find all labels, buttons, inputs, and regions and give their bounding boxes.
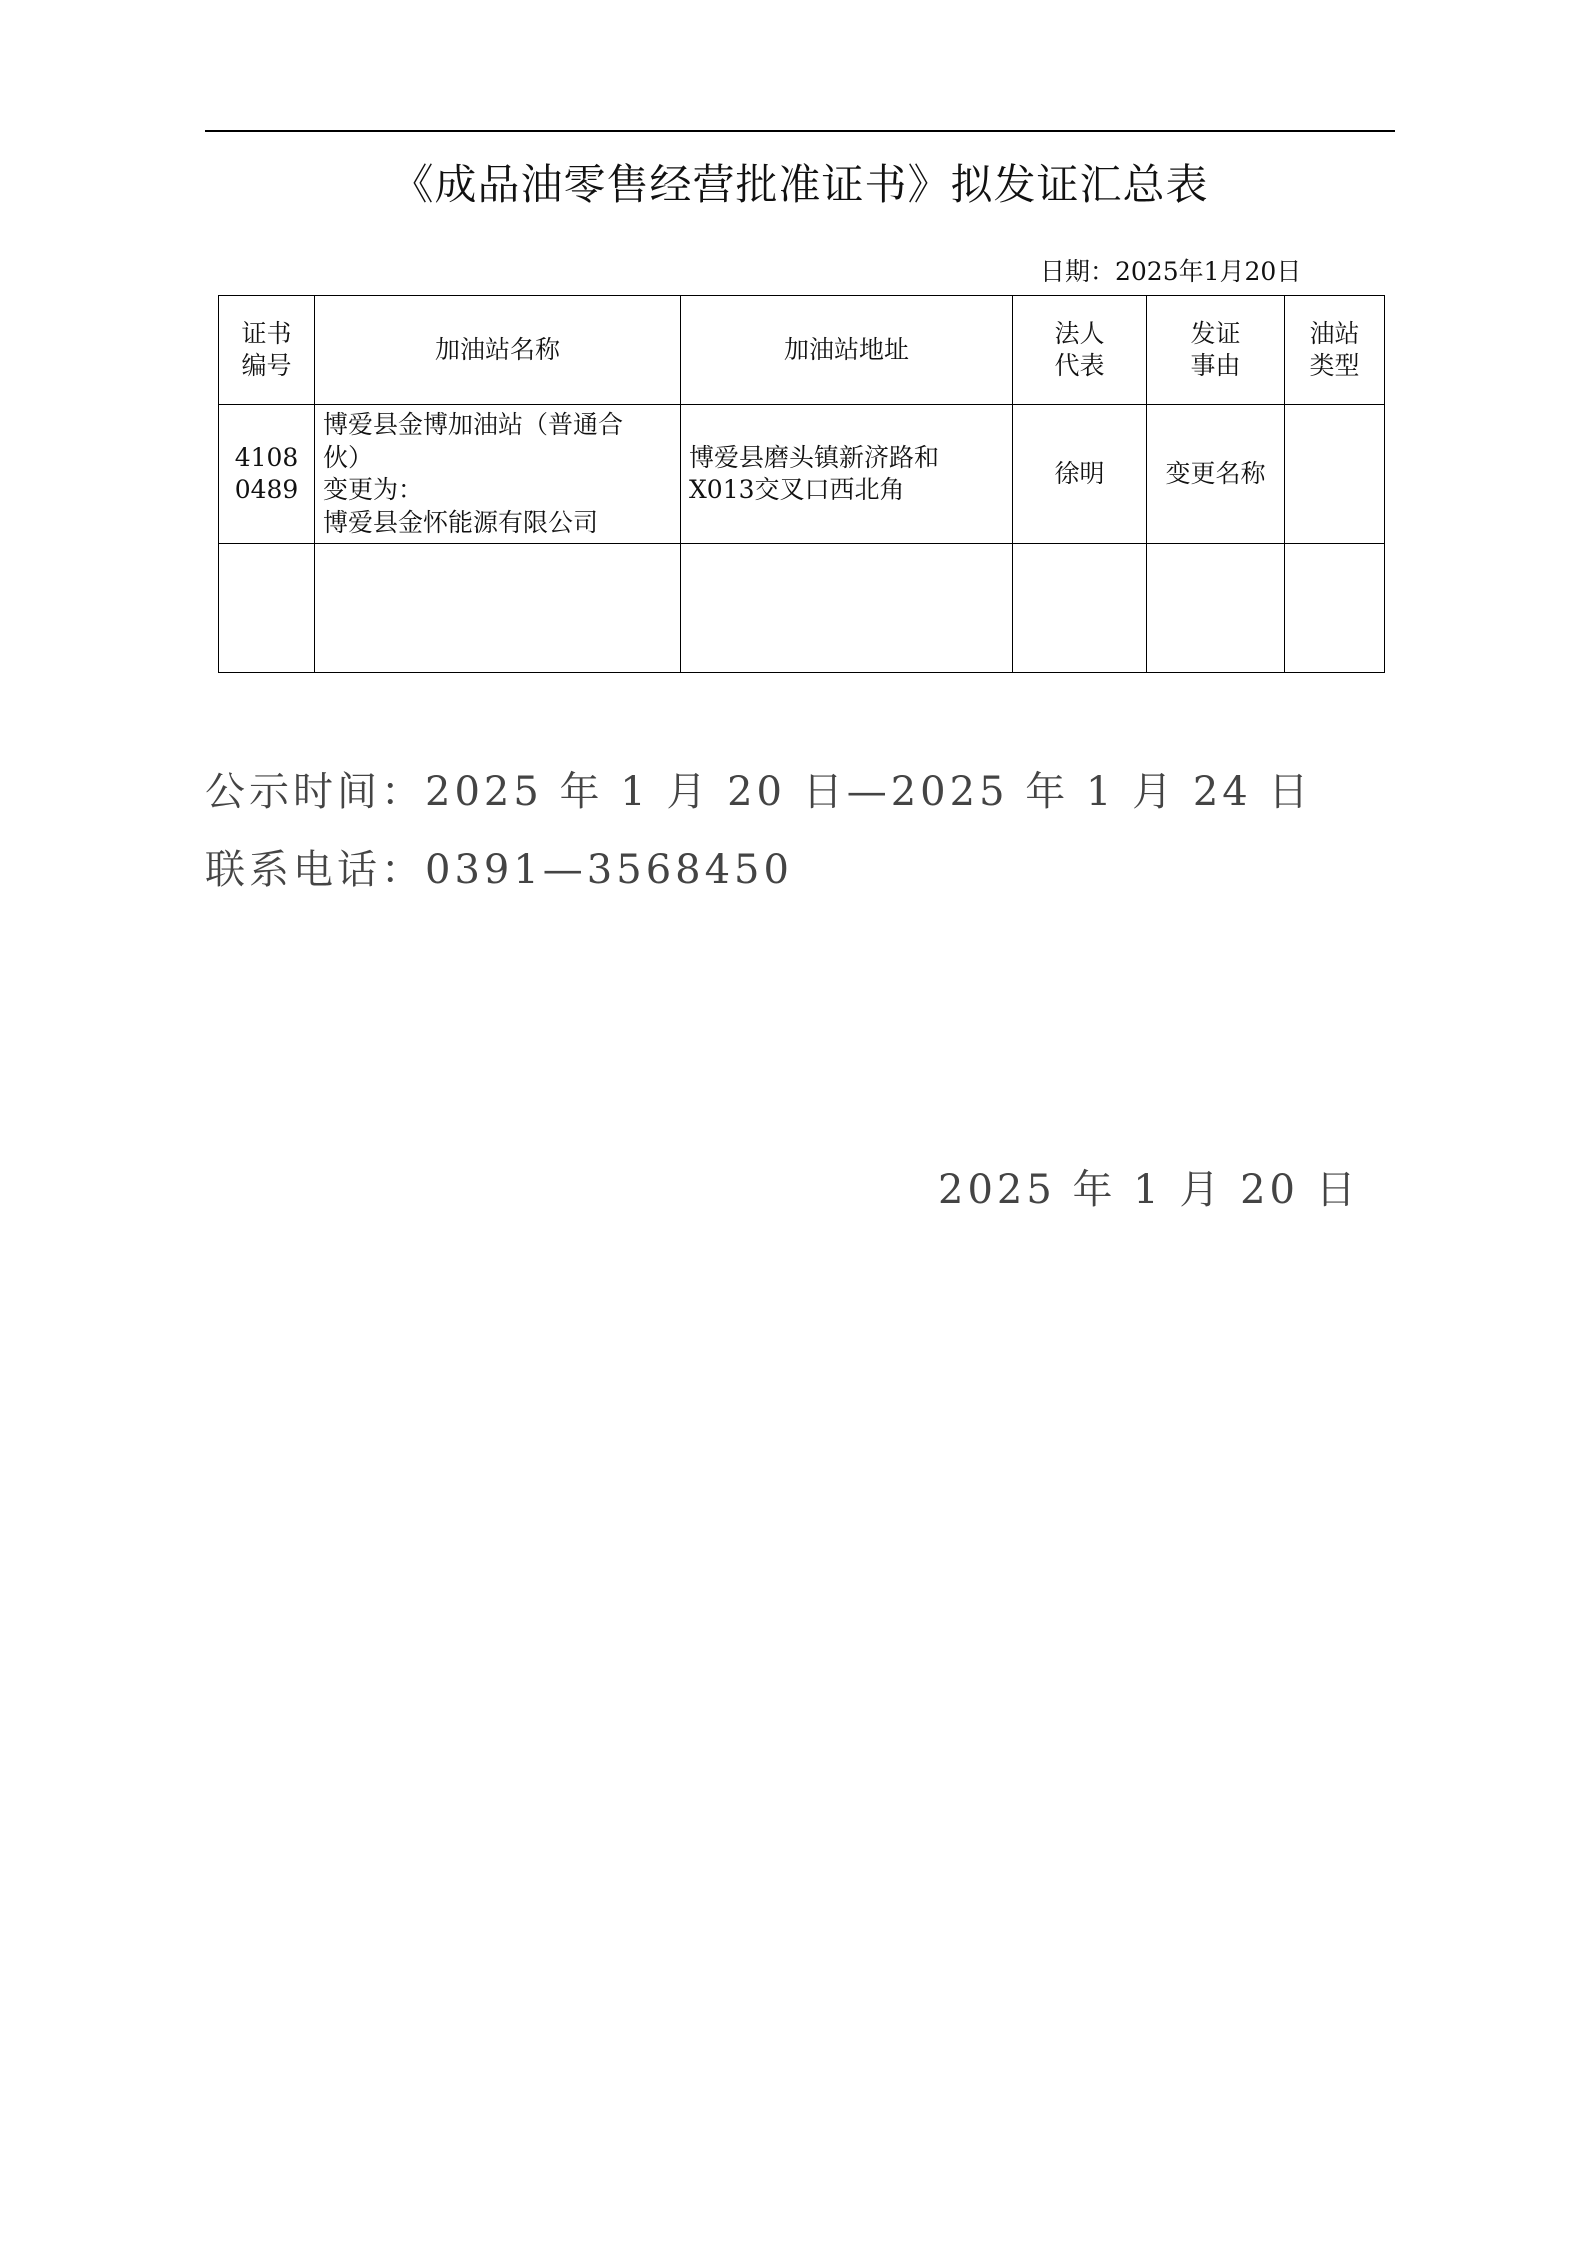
cell-station-name [315,544,681,673]
table-row [219,405,1385,544]
cell-cert-no [219,544,315,673]
document-title: 《成品油零售经营批准证书》拟发证汇总表 [391,160,1209,209]
publicity-period: 公示时间：2025 年 1 月 20 日—2025 年 1 月 24 日 [205,769,1313,815]
cell-station-type [1285,544,1385,673]
cell-station-name: 博爱县金博加油站（普通合 伙） 变更为： 博爱县金怀能源有限公司 [315,405,681,544]
table-header-row [219,296,1385,405]
cell-cert-no: 4108 0489 [219,405,315,544]
cell-station-address [681,544,1013,673]
cell-station-address: 博爱县磨头镇新济路和 X013交叉口西北角 [681,405,1013,544]
cell-legal-rep: 徐明 [1013,405,1147,544]
table-row [219,544,1385,673]
cell-legal-rep [1013,544,1147,673]
top-rule [205,130,1395,132]
header-station-name: 加油站名称 [315,296,681,405]
header-reason: 发证 事由 [1147,296,1285,405]
cell-reason: 变更名称 [1147,405,1285,544]
cell-station-type [1285,405,1385,544]
header-station-address: 加油站地址 [681,296,1013,405]
table-date: 日期：2025年1月20日 [1040,257,1302,286]
header-station-type: 油站 类型 [1285,296,1385,405]
header-legal-rep: 法人 代表 [1013,296,1147,405]
cell-reason [1147,544,1285,673]
header-cert-no: 证书 编号 [219,296,315,405]
signature-date: 2025 年 1 月 20 日 [938,1167,1360,1213]
contact-phone: 联系电话：0391—3568450 [205,847,793,893]
certificate-summary-table [218,295,1385,673]
